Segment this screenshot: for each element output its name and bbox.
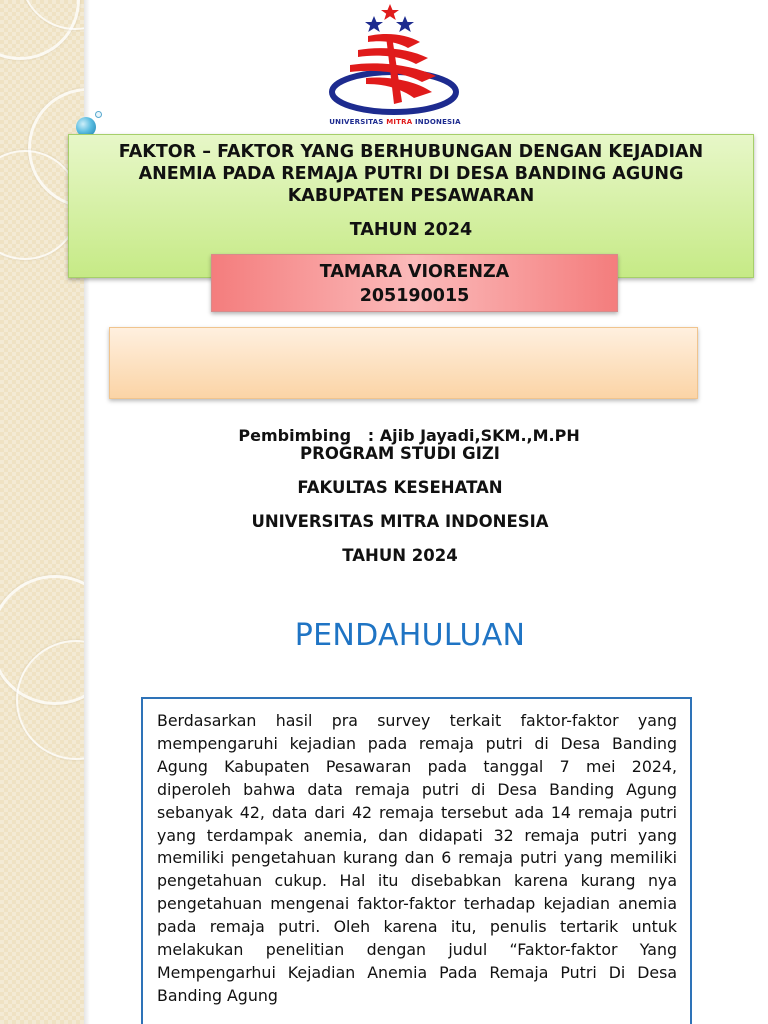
introduction-text-box <box>141 697 692 1024</box>
supervisor-box <box>109 327 698 445</box>
logo-star-right <box>396 16 414 32</box>
decorative-bubble-small <box>95 111 102 118</box>
logo-star-top <box>381 4 399 20</box>
university-logo-graphic <box>328 2 462 120</box>
supervisor-text: Pembimbing : Ajib Jayadi,SKM.,M.PH <box>238 426 580 445</box>
author-name: TAMARA VIORENZA <box>319 262 510 282</box>
logo-text-indonesia: INDONESIA <box>414 118 461 126</box>
author-student-id: 205190015 <box>359 286 470 306</box>
section-heading: PENDAHULUAN <box>294 618 526 653</box>
logo-caption <box>328 118 462 126</box>
university-logo <box>328 2 462 130</box>
logo-text-mitra: MITRA <box>386 118 413 126</box>
institution-block <box>90 437 710 573</box>
logo-swoosh <box>368 34 420 48</box>
logo-text-universitas: UNIVERSITAS <box>329 118 384 126</box>
thesis-title-year: TAHUN 2024 <box>349 220 473 240</box>
study-program: PROGRAM STUDI GIZI <box>300 444 500 463</box>
thesis-title-line-1: FAKTOR – FAKTOR YANG BERHUBUNGAN DENGAN KEJADIAN <box>118 142 704 162</box>
introduction-paragraph: Berdasarkan hasil pra survey terkait faktor-faktor yang mempengaruhi kejadian pada remaja putri di Desa Banding Agung Kabupaten Pesawaran pada tanggal 7 mei 2024, diperoleh bahwa data remaja putri di Desa Banding Agung sebanyak 42, data dari 42 remaja tersebut ada 14 remaja putri yang terdampak anemia, dan didapati 32 remaja putri yang memiliki pengetahuan kurang dan 6 remaja putri yang memiliki pengetahuan cukup. Hal itu disebabkan karena kurang nya pengetahuan mengenai faktor-faktor terhadap kejadian anemia pada remaja putri. Oleh karena itu, penulis tertarik untuk melakukan penelitian dengan judul “Faktor-faktor Yang Mempengarhui Kejadian Anemia Pada Remaja Putri Di Desa Banding Agung <box>157 711 677 1005</box>
thesis-title-line-2: ANEMIA PADA REMAJA PUTRI DI DESA BANDING AGUNG <box>138 164 684 184</box>
author-box <box>211 254 618 312</box>
institution-year: TAHUN 2024 <box>342 546 458 565</box>
logo-star-left <box>365 16 383 32</box>
university-name: UNIVERSITAS MITRA INDONESIA <box>251 512 549 531</box>
thesis-title-line-3: KABUPATEN PESAWARAN <box>287 186 535 206</box>
faculty-name: FAKULTAS KESEHATAN <box>297 478 503 497</box>
